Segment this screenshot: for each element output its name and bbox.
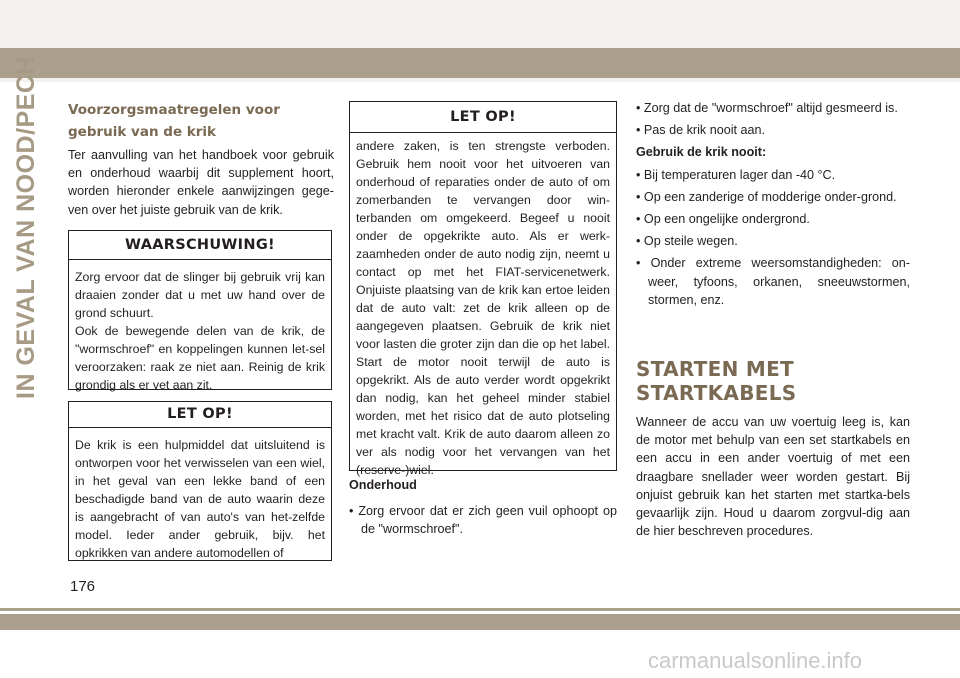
watermark: carmanualsonline.info [648,648,863,673]
warning-paragraph-1: Zorg ervoor dat de slinger bij gebruik vrij kan draaien zonder dat u met uw hand over de grond schuurt. [75,270,325,320]
warning-title: WAARSCHUWING! [69,231,331,260]
section-title-jump-start: STARTEN MET STARTKABELS [636,357,797,405]
jack-bullet-no-modify: • Pas de krik nooit aan. [636,123,766,138]
jack-usage-block [636,99,910,309]
warning-paragraph-2: Ook de bewegende delen van de krik, de "wormschroef" en koppelingen kunnen let-sel veroorzaken: raak ze niet aan. Reinig de krik grondig als er vet aan zit. [75,324,325,392]
never-item: • Op een ongelijke ondergrond. [636,212,810,227]
jack-bullet-lubricate: • Zorg dat de "wormschroef" altijd gesmeerd is. [636,101,898,115]
never-use-label: Gebruik de krik nooit: [636,145,767,160]
never-item: • Op steile wegen. [636,234,738,249]
never-item: • Onder extreme weersomstandigheden: on-weer, tyfoons, orkanen, sneeuwstormen, stormen, enz. [636,256,910,307]
side-section-tab [0,56,52,399]
caution-box-2 [349,101,617,477]
never-item: • Bij temperaturen lager dan -40 °C. [636,167,836,182]
side-section-label: IN GEVAL VAN NOOD/PECH [11,56,40,399]
caution-body-2: andere zaken, is ten strengste verboden. Gebruik hem nooit voor het uitvoeren van onderhoud of reparaties onder de auto of om zomerbanden te vervangen door win-terbanden om omgekeerd. Begeef u nooit onder de opgekrikte auto. Als er werk-zaamheden onder de auto nodig zijn, neemt u contact op met het FIAT-servicenetwerk. Onjuiste plaatsing van de krik kan ertoe leiden dat de auto valt: zet de krik alleen op de aangegeven plaatsen. Gebruik de krik niet voor lasten die groter zijn dan die op het label. Start de motor nooit terwijl de auto is opgekrikt. Als de auto verder wordt opgekrikt dan nodig, kan het geheel minder stabiel worden, met het risico dat de auto plotseling met kracht valt. Krik de auto daarom alleen zo ver als nodig voor het vervangen van het (reserve-)wiel. [356,139,610,477]
maintenance-block [349,476,617,539]
never-item: • Op een zanderige of modderige onder-grond. [636,189,897,204]
footer-bar [0,614,960,630]
maintenance-bullet-1: • Zorg ervoor dat er zich geen vuil ophoopt op de "wormschroef". [349,504,617,537]
page-number: 176 [70,578,96,595]
jump-start-paragraph: Wanneer de accu van uw voertuig leeg is, kan de motor met behulp van een set startkabels en een accu in een ander voertuig of met een draagbare snellader weer worden gestart. Bij onjuist gebruik kan het starten met startka-bels gevaarlijk zijn. Houd u daarom zorgvul-dig aan de hier beschreven procedures. [636,415,910,539]
caution-title-1: LET OP! [69,402,331,428]
warning-box [68,230,332,390]
maintenance-label: Onderhoud [349,478,417,492]
footer-line [0,608,960,611]
jump-start-text-block [636,413,910,540]
caution-box-1 [68,401,332,561]
intro-paragraph: Ter aanvulling van het handboek voor gebruik en onderhoud waarbij dit supplement hoort, worden hieronder enkele aanwijzingen gege-ven over het juiste gebruik van de krik. [68,148,334,217]
subheading-jack-precautions: Voorzorgsmaatregelen voor gebruik van de krik [68,102,280,140]
intro-text-block [68,146,334,219]
caution-body-1: De krik is een hulpmiddel dat uitsluitend is ontworpen voor het verwisselen van een wiel, in het geval van een lekke band of een beschadigde band van de auto waarin deze is aangebracht of van auto's van het-zelfde model. Ieder ander gebruik, bijv. het opkrikken van andere automodellen of [75,438,325,560]
header-bar [0,48,960,78]
warning-body [69,260,331,394]
caution-title-2: LET OP! [350,102,616,133]
